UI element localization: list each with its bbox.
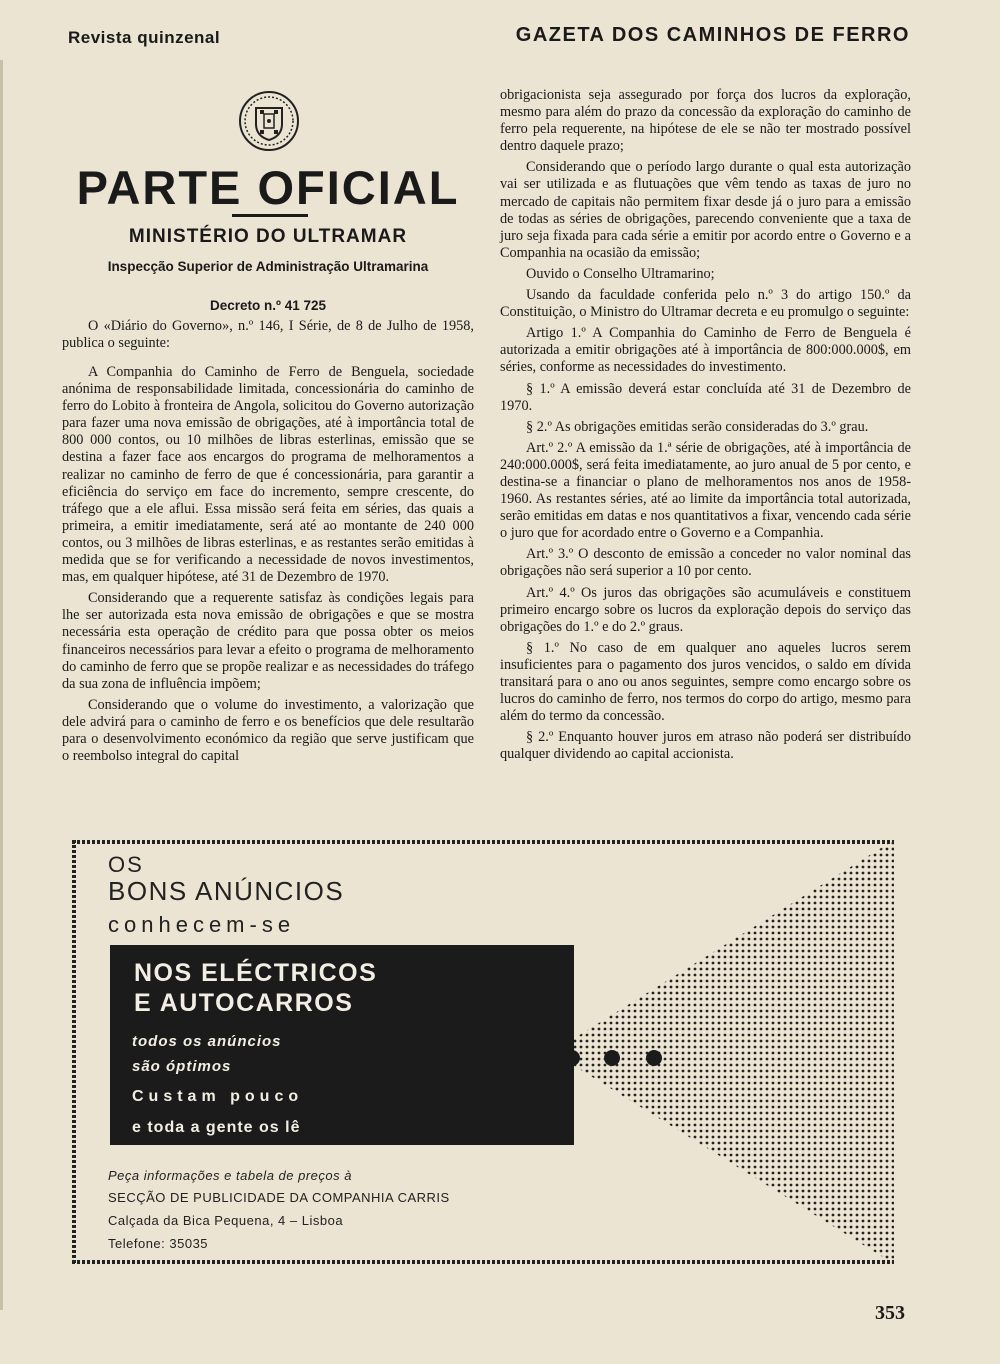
ad-line-os: OS: [108, 852, 144, 877]
article-3: Art.º 3.º O desconto de emissão a conceder no valor nominal das obrigações não será superior a 10 por cento.: [500, 546, 911, 580]
running-header-left: Revista quinzenal: [68, 28, 221, 47]
article-1: Artigo 1.º A Companhia do Caminho de Ferro de Benguela é autorizada a emitir obrigações até à importância de 800:000.000$, em séries, conforme as necessidades do investimento.: [500, 325, 911, 376]
ad-info-address: Calçada da Bica Pequena, 4 – Lisboa: [108, 1213, 344, 1228]
paragraph-clause: § 1.º No caso de em qualquer ano aqueles lucros serem insuficientes para o pagamento dos juros vencidos, o saldo em dívida transitará para o ano ou anos seguintes, sempre como encargo sobre os lucros do caminho de ferro, nos termos do corpo do artigo, mesmo para além do termo da concessão.: [500, 639, 911, 725]
ad-dotted-border: [72, 840, 76, 1264]
carris-advertisement: [72, 840, 894, 1264]
decree-number: Decreto n.º 41 725: [210, 298, 326, 313]
body-paragraph: Considerando que o período largo durante o qual esta autorização vai ser utilizada e as flutuações que vêm tendo as taxas de juro no mercado de capitais não permitem fixar desde já o juro para a emissão de todas as séries de obrigações, parecendo conveniente que a taxa de juro seja fixada para cada série a emitir por acordo entre o Governo e a Companhia na ocasião da emissão;: [500, 159, 911, 261]
body-paragraph: Ouvido o Conselho Ultramarino;: [526, 265, 715, 282]
body-paragraph: Considerando que a requerente satisfaz às condições legais para lhe ser autorizada esta nova emissão de obrigações e que se mostra necessária esta operação de crédito para que possa obter os meios financeiros necessários para levar a efeito o programa de melhoramento do caminho de ferro que se propõe realizar e as necessidades do tráfego da sua zona de influência impõem;: [62, 590, 474, 692]
left-column-intro: [62, 318, 474, 356]
coat-of-arms-icon: [238, 90, 300, 152]
right-column-body: [500, 87, 911, 767]
ad-black-panel: [110, 945, 574, 1145]
ad-info-line: SECÇÃO DE PUBLICIDADE DA COMPANHIA CARRIS: [108, 1190, 450, 1205]
section-title: PARTE OFICIAL: [76, 161, 460, 214]
paragraph-clause: § 2.º Enquanto houver juros em atraso não poderá ser distribuído qualquer dividendo ao capital accionista.: [500, 729, 911, 763]
ad-panel-text: todos os anúncios: [132, 1033, 282, 1050]
page-edge: [0, 60, 3, 1310]
ad-line-conhecem-se: conhecem-se: [108, 912, 296, 937]
ad-panel-heading: NOS ELÉCTRICOS: [134, 959, 378, 987]
article-2: Art.º 2.º A emissão da 1.ª série de obrigações, até à importância de 240:000.000$, será feita imediatamente, ao juro anual de 5 por cento, e destina-se a financiar o plano de melhoramentos nos anos de 1958-1960. As restantes séries, até ao limite da importância total autorizada, serão emitidas em datas e nos quantitativos a fixar, vencendo cada série o juro que for acordado entre o Governo e a Companhia.: [500, 439, 911, 542]
body-paragraph: obrigacionista seja assegurado por força dos lucros da exploração, mesmo para além do prazo da concessão da exploração do caminho de ferro pela requerente, na hipótese de ele se não ter mostrado possível dentro daquele prazo;: [500, 87, 911, 155]
article-4: Art.º 4.º Os juros das obrigações são acumuláveis e constituem primeiro encargo sobre os lucros da exploração depois do serviço das obrigações do 1.º e do 2.º graus.: [500, 584, 911, 635]
paragraph-clause: § 1.º A emissão deverá estar concluída até 31 de Dezembro de 1970.: [500, 380, 911, 414]
running-header-right: GAZETA DOS CAMINHOS DE FERRO: [515, 24, 910, 46]
ministry-heading: MINISTÉRIO DO ULTRAMAR: [128, 226, 408, 247]
title-rule: [232, 214, 308, 217]
left-column-body: [62, 364, 474, 769]
ad-panel-text: Custam pouco: [132, 1088, 304, 1105]
page-number: 353: [875, 1302, 905, 1324]
body-paragraph: Considerando que o volume do investimento, a valorização que dele advirá para o caminho de ferro e os benefícios que dele resultarão para o desenvolvimento económico da região que serve justificam que o reembolso integral do capital: [62, 696, 474, 765]
paragraph-clause: § 2.º As obrigações emitidas serão consideradas do 3.º grau.: [526, 418, 869, 435]
ad-panel-heading: E AUTOCARROS: [134, 989, 354, 1017]
ad-info-line: Peça informações e tabela de preços à: [108, 1168, 352, 1183]
intro-paragraph: O «Diário do Governo», n.º 146, I Série, de 8 de Julho de 1958, publica o seguinte:: [62, 318, 474, 352]
department-heading: Inspecção Superior de Administração Ultramarina: [107, 259, 429, 274]
body-paragraph: A Companhia do Caminho de Ferro de Benguela, sociedade anónima de responsabilidade limitada, concessionária do caminho de ferro do Lobito à fronteira de Angola, solicitou do Governo autorização para fazer uma nova emissão de obrigações, até à importância total de 800 000 contos, ou 10 milhões de libras esterlinas, emissão que se destina a fazer face aos encargos do programa de melhoramentos a realizar no caminho de ferro de que é concessionária, para garantir a eficiência do serviço em face do incremento, sempre crescente, do tráfego que a ele aflui. Essa missão será feita em séries, das quais a primeira, a emitir imediatamente, será até ao montante de 240 000 contos, ou 3 milhões de libras esterlinas, e as restantes serão emitidas à medida que se for verificando a necessidade de novos investimentos, mas, em qualquer hipótese, até 31 de Dezembro de 1970.: [62, 364, 474, 586]
ad-info-phone: Telefone: 35035: [108, 1236, 209, 1251]
ad-line-bons-anuncios: BONS ANÚNCIOS: [108, 876, 345, 906]
ad-panel-text: são óptimos: [132, 1058, 232, 1075]
large-dots-row: [482, 1048, 662, 1068]
body-paragraph: Usando da faculdade conferida pelo n.º 3 do artigo 150.º da Constituição, o Ministro do Ultramar decreta e eu promulgo o seguinte:: [500, 287, 911, 321]
ad-panel-text: e toda a gente os lê: [132, 1119, 301, 1136]
